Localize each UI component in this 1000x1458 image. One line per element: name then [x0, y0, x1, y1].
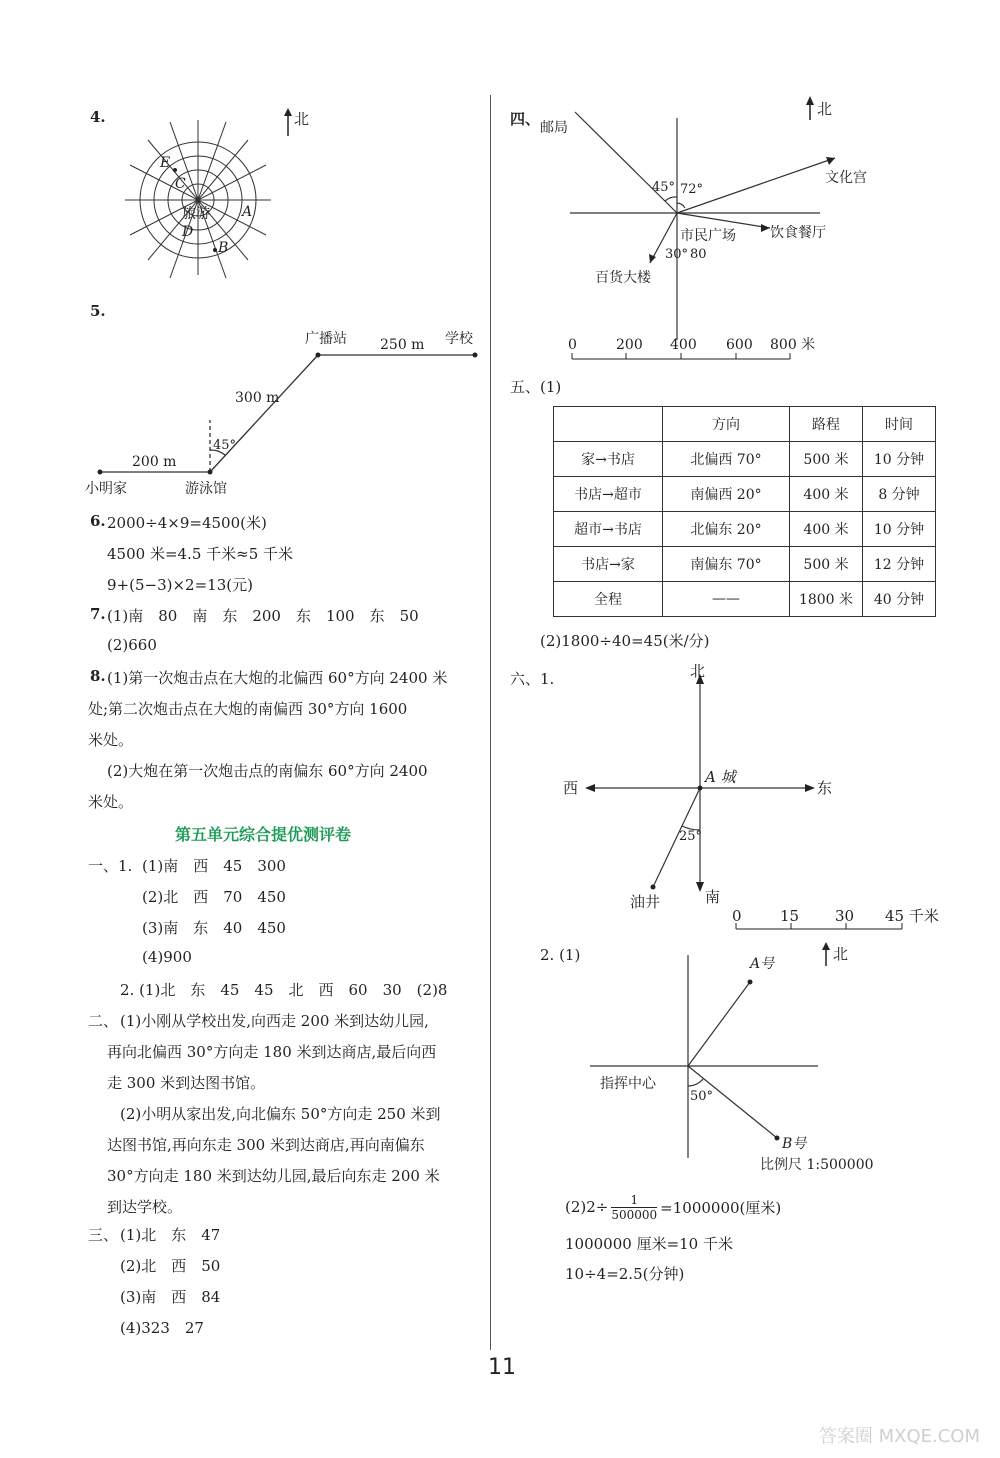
s6-scale-45: 45 千米 [885, 907, 939, 925]
s6-2-label: 2. (1) [540, 946, 581, 964]
s6-2-angle: 50° [690, 1089, 714, 1104]
table-cell: 40 分钟 [863, 582, 936, 617]
q4-letter-d: D [182, 224, 194, 240]
s1-q2: 2. (1)北 东 45 45 北 西 60 30 (2)8 [120, 981, 448, 999]
q4-letter-a: A [242, 204, 253, 220]
table-cell: —— [663, 582, 790, 617]
table-header: 路程 [790, 407, 863, 442]
s3-line-1: (1)北 东 47 [120, 1226, 221, 1244]
q5-number: 5. [90, 302, 106, 320]
q5-label-guangbo: 广播站 [305, 331, 347, 347]
table-cell: 全程 [554, 582, 663, 617]
q5-route-diagram [80, 325, 490, 505]
s4-a30: 30° [665, 247, 689, 262]
s6-2-fraction [611, 1193, 657, 1222]
q5-label-250: 250 m [380, 337, 425, 353]
q8-line-1: (1)第一次炮击点在大炮的北偏西 60°方向 2400 米 [107, 669, 448, 687]
s4-culture: 文化宫 [825, 170, 867, 186]
s1-line-4: (4)900 [142, 948, 192, 966]
table-cell: 400 米 [790, 477, 863, 512]
s4-north: 北 [817, 100, 833, 118]
table-cell: 10 分钟 [863, 512, 936, 547]
table-cell: 8 分钟 [863, 477, 936, 512]
table-row [554, 477, 936, 512]
q4-north-arrow [282, 108, 322, 138]
s6-2-line-1: 1000000 厘米=10 千米 [565, 1235, 733, 1253]
table-cell: 北偏东 20° [663, 512, 790, 547]
q7-line-2: (2)660 [107, 636, 157, 654]
s3-label: 三、 [88, 1226, 119, 1244]
s4-label: 四、 [510, 110, 541, 128]
s1-line-2: (2)北 西 70 450 [142, 888, 286, 906]
s4-a45: 45° [652, 180, 676, 195]
q4-number: 4. [90, 108, 106, 126]
s5-q2: (2)1800÷40=45(米/分) [540, 632, 710, 650]
s6-2-denominator: 500000 [611, 1207, 658, 1222]
page-number: 11 [488, 1355, 516, 1380]
q5-label-300: 300 m [235, 390, 280, 406]
s2-line-6: 30°方向走 180 米到达幼儿园,最后向东走 200 米 [107, 1167, 440, 1185]
section-title: 第五单元综合提优测评卷 [175, 825, 352, 844]
table-cell: 南偏西 20° [663, 477, 790, 512]
table-cell: 家→书店 [554, 442, 663, 477]
table-header [554, 407, 663, 442]
table-header-row [554, 407, 936, 442]
table-cell: 400 米 [790, 512, 863, 547]
s3-line-4: (4)323 27 [120, 1319, 204, 1337]
table-cell: 500 米 [790, 547, 863, 582]
q6-line-1: 2000÷4×9=4500(米) [107, 514, 267, 532]
s6-2-calc-prefix: (2)2÷ [565, 1198, 609, 1216]
s1-line-3: (3)南 东 40 450 [142, 919, 286, 937]
watermark: 答案圈 MXQE.COM [818, 1426, 980, 1447]
s4-scale-0: 0 [568, 337, 577, 353]
q4-center-label: 旅游 [182, 206, 210, 222]
s2-line-7: 到达学校。 [107, 1198, 183, 1216]
s6-2-numerator: 1 [630, 1192, 639, 1207]
s4-scale-600: 600 [726, 337, 753, 353]
s6-west: 西 [563, 779, 579, 797]
q4-letter-c: C [175, 176, 186, 192]
table-cell: 超市→书店 [554, 512, 663, 547]
s4-a80: 80 [690, 247, 707, 262]
s2-line-5: 达图书馆,再向东走 300 米到达商店,再向南偏东 [107, 1136, 425, 1154]
s6-scale-0: 0 [732, 907, 742, 925]
s2-line-1: (1)小刚从学校出发,向西走 200 米到达幼儿园, [120, 1012, 429, 1030]
table-cell: 12 分钟 [863, 547, 936, 582]
table-cell: 书店→超市 [554, 477, 663, 512]
s6-2-center: 指挥中心 [600, 1076, 656, 1092]
s6-2-a: A号 [750, 956, 775, 972]
table-cell: 书店→家 [554, 547, 663, 582]
q6-number: 6. [90, 512, 106, 530]
s4-scale-800: 800 米 [770, 337, 816, 353]
s6-well: 油井 [630, 893, 661, 911]
s4-scale-400: 400 [670, 337, 697, 353]
s6-2-line-2: 10÷4=2.5(分钟) [565, 1265, 685, 1283]
s4-a72: 72° [680, 182, 704, 197]
q8-number: 8. [90, 667, 106, 685]
s5-table [553, 406, 936, 617]
table-cell: 500 米 [790, 442, 863, 477]
s6-angle: 25° [679, 829, 703, 844]
s6-2-scale: 比例尺 1:500000 [760, 1157, 874, 1173]
s2-line-4: (2)小明从家出发,向北偏东 50°方向走 250 米到 [120, 1105, 441, 1123]
q5-label-pool: 游泳馆 [185, 481, 227, 497]
q7-line-1: (1)南 80 南 东 200 东 100 东 50 [107, 607, 419, 625]
q7-number: 7. [90, 605, 106, 623]
s5-label: 五、(1) [510, 378, 562, 396]
s2-line-3: 走 300 米到达图书馆。 [107, 1074, 266, 1092]
s2-line-2: 再向北偏西 30°方向走 180 米到达商店,最后向西 [107, 1043, 437, 1061]
q4-letter-e: E [160, 155, 171, 171]
s6-direction-diagram [555, 660, 855, 920]
s6-label: 六、1. [510, 670, 555, 688]
s2-label: 二、 [88, 1012, 119, 1030]
s6-scale-30: 30 [835, 907, 855, 925]
s4-scale-200: 200 [616, 337, 643, 353]
q8-line-5: 米处。 [88, 793, 134, 811]
table-header: 时间 [863, 407, 936, 442]
s1-label: 一、1. [88, 857, 133, 875]
q5-label-angle: 45° [213, 438, 237, 453]
s6-2-north: 北 [833, 945, 849, 963]
q5-label-school: 学校 [445, 331, 473, 347]
q4-letter-b: B [218, 240, 229, 256]
s4-scale-bar [560, 335, 830, 365]
s3-line-2: (2)北 西 50 [120, 1257, 221, 1275]
q5-label-home: 小明家 [85, 481, 127, 497]
s4-store: 百货大楼 [595, 270, 651, 286]
q8-line-4: (2)大炮在第一次炮击点的南偏东 60°方向 2400 [107, 762, 428, 780]
s6-2-calc [565, 1190, 781, 1224]
s6-2-b: B号 [782, 1136, 807, 1152]
s4-plaza: 市民广场 [680, 228, 736, 244]
s1-line-1: (1)南 西 45 300 [142, 857, 286, 875]
table-row [554, 582, 936, 617]
s6-2-calc-suffix: =1000000(厘米) [660, 1198, 782, 1217]
s3-line-3: (3)南 西 84 [120, 1288, 221, 1306]
s6-south: 南 [705, 888, 721, 906]
q6-line-3: 9+(5−3)×2=13(元) [107, 576, 253, 594]
s6-scale-bar [730, 905, 960, 935]
table-row [554, 547, 936, 582]
s6-city: A 城 [705, 768, 736, 786]
s6-scale-15: 15 [780, 907, 800, 925]
column-divider [490, 95, 491, 1350]
q6-line-2: 4500 米=4.5 千米≈5 千米 [107, 545, 294, 563]
table-cell: 10 分钟 [863, 442, 936, 477]
table-row [554, 442, 936, 477]
s4-post: 邮局 [540, 120, 568, 136]
q8-line-3: 米处。 [88, 731, 134, 749]
s6-north: 北 [690, 662, 706, 680]
q8-line-2: 处;第二次炮击点在大炮的南偏西 30°方向 1600 [88, 700, 408, 718]
s6-east: 东 [817, 779, 833, 797]
q5-label-200: 200 m [132, 454, 177, 470]
s4-restaurant: 饮食餐厅 [770, 225, 826, 241]
s4-direction-diagram [530, 100, 867, 360]
table-cell: 北偏西 70° [663, 442, 790, 477]
s6-2-direction-diagram [590, 940, 910, 1175]
table-cell: 1800 米 [790, 582, 863, 617]
table-row [554, 512, 936, 547]
table-cell: 南偏东 70° [663, 547, 790, 582]
q4-polar-diagram [120, 110, 280, 280]
table-header: 方向 [663, 407, 790, 442]
q4-north-label: 北 [294, 110, 310, 128]
